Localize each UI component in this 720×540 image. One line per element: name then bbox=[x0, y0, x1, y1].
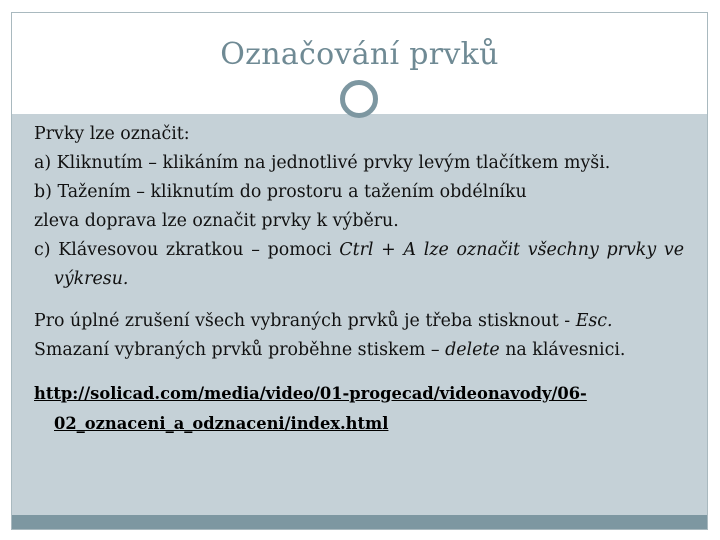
circle-ornament-icon bbox=[340, 80, 378, 118]
item-c-line1 bbox=[34, 236, 684, 265]
slide-frame bbox=[11, 12, 708, 530]
para1-key: Esc. bbox=[575, 311, 613, 331]
spacer bbox=[34, 294, 684, 307]
para2-suffix: na klávesnici. bbox=[499, 340, 626, 360]
bottom-bar bbox=[12, 515, 707, 529]
slide-content bbox=[34, 120, 684, 439]
intro-text: Prvky lze označit: bbox=[34, 124, 190, 144]
spacer bbox=[34, 365, 684, 379]
item-c-italic-1: Ctrl + A lze označit všechny prvky ve bbox=[339, 240, 684, 260]
video-link-continued[interactable]: 02_oznaceni_a_odznaceni/index.html bbox=[54, 414, 389, 433]
item-a: a) Kliknutím – klikáním na jednotlivé prvky levým tlačítkem myši. bbox=[34, 153, 611, 173]
para2 bbox=[34, 336, 684, 365]
item-c-line2 bbox=[34, 265, 684, 294]
para1 bbox=[34, 307, 684, 336]
item-b-line2: zleva doprava lze označit prvky k výběru. bbox=[34, 211, 399, 231]
item-c-prefix: c) Klávesovou zkratkou – pomoci bbox=[34, 240, 340, 260]
item-b-line1: b) Tažením – kliknutím do prostoru a tažením obdélníku bbox=[34, 182, 527, 202]
video-link[interactable]: http://solicad.com/media/video/01-progecad/videonavody/06- bbox=[34, 384, 587, 403]
para2-prefix: Smazaní vybraných prvků proběhne stiskem – bbox=[34, 340, 446, 360]
link-line1-wrap bbox=[34, 379, 684, 409]
para2-key: delete bbox=[445, 340, 500, 360]
link-line2-wrap bbox=[34, 409, 684, 439]
para1-text: Pro úplné zrušení všech vybraných prvků je třeba stisknout - bbox=[34, 311, 576, 331]
slide-title: Označování prvků bbox=[220, 37, 499, 72]
item-c-italic-2: výkresu. bbox=[54, 269, 129, 289]
intro-line bbox=[34, 120, 684, 149]
